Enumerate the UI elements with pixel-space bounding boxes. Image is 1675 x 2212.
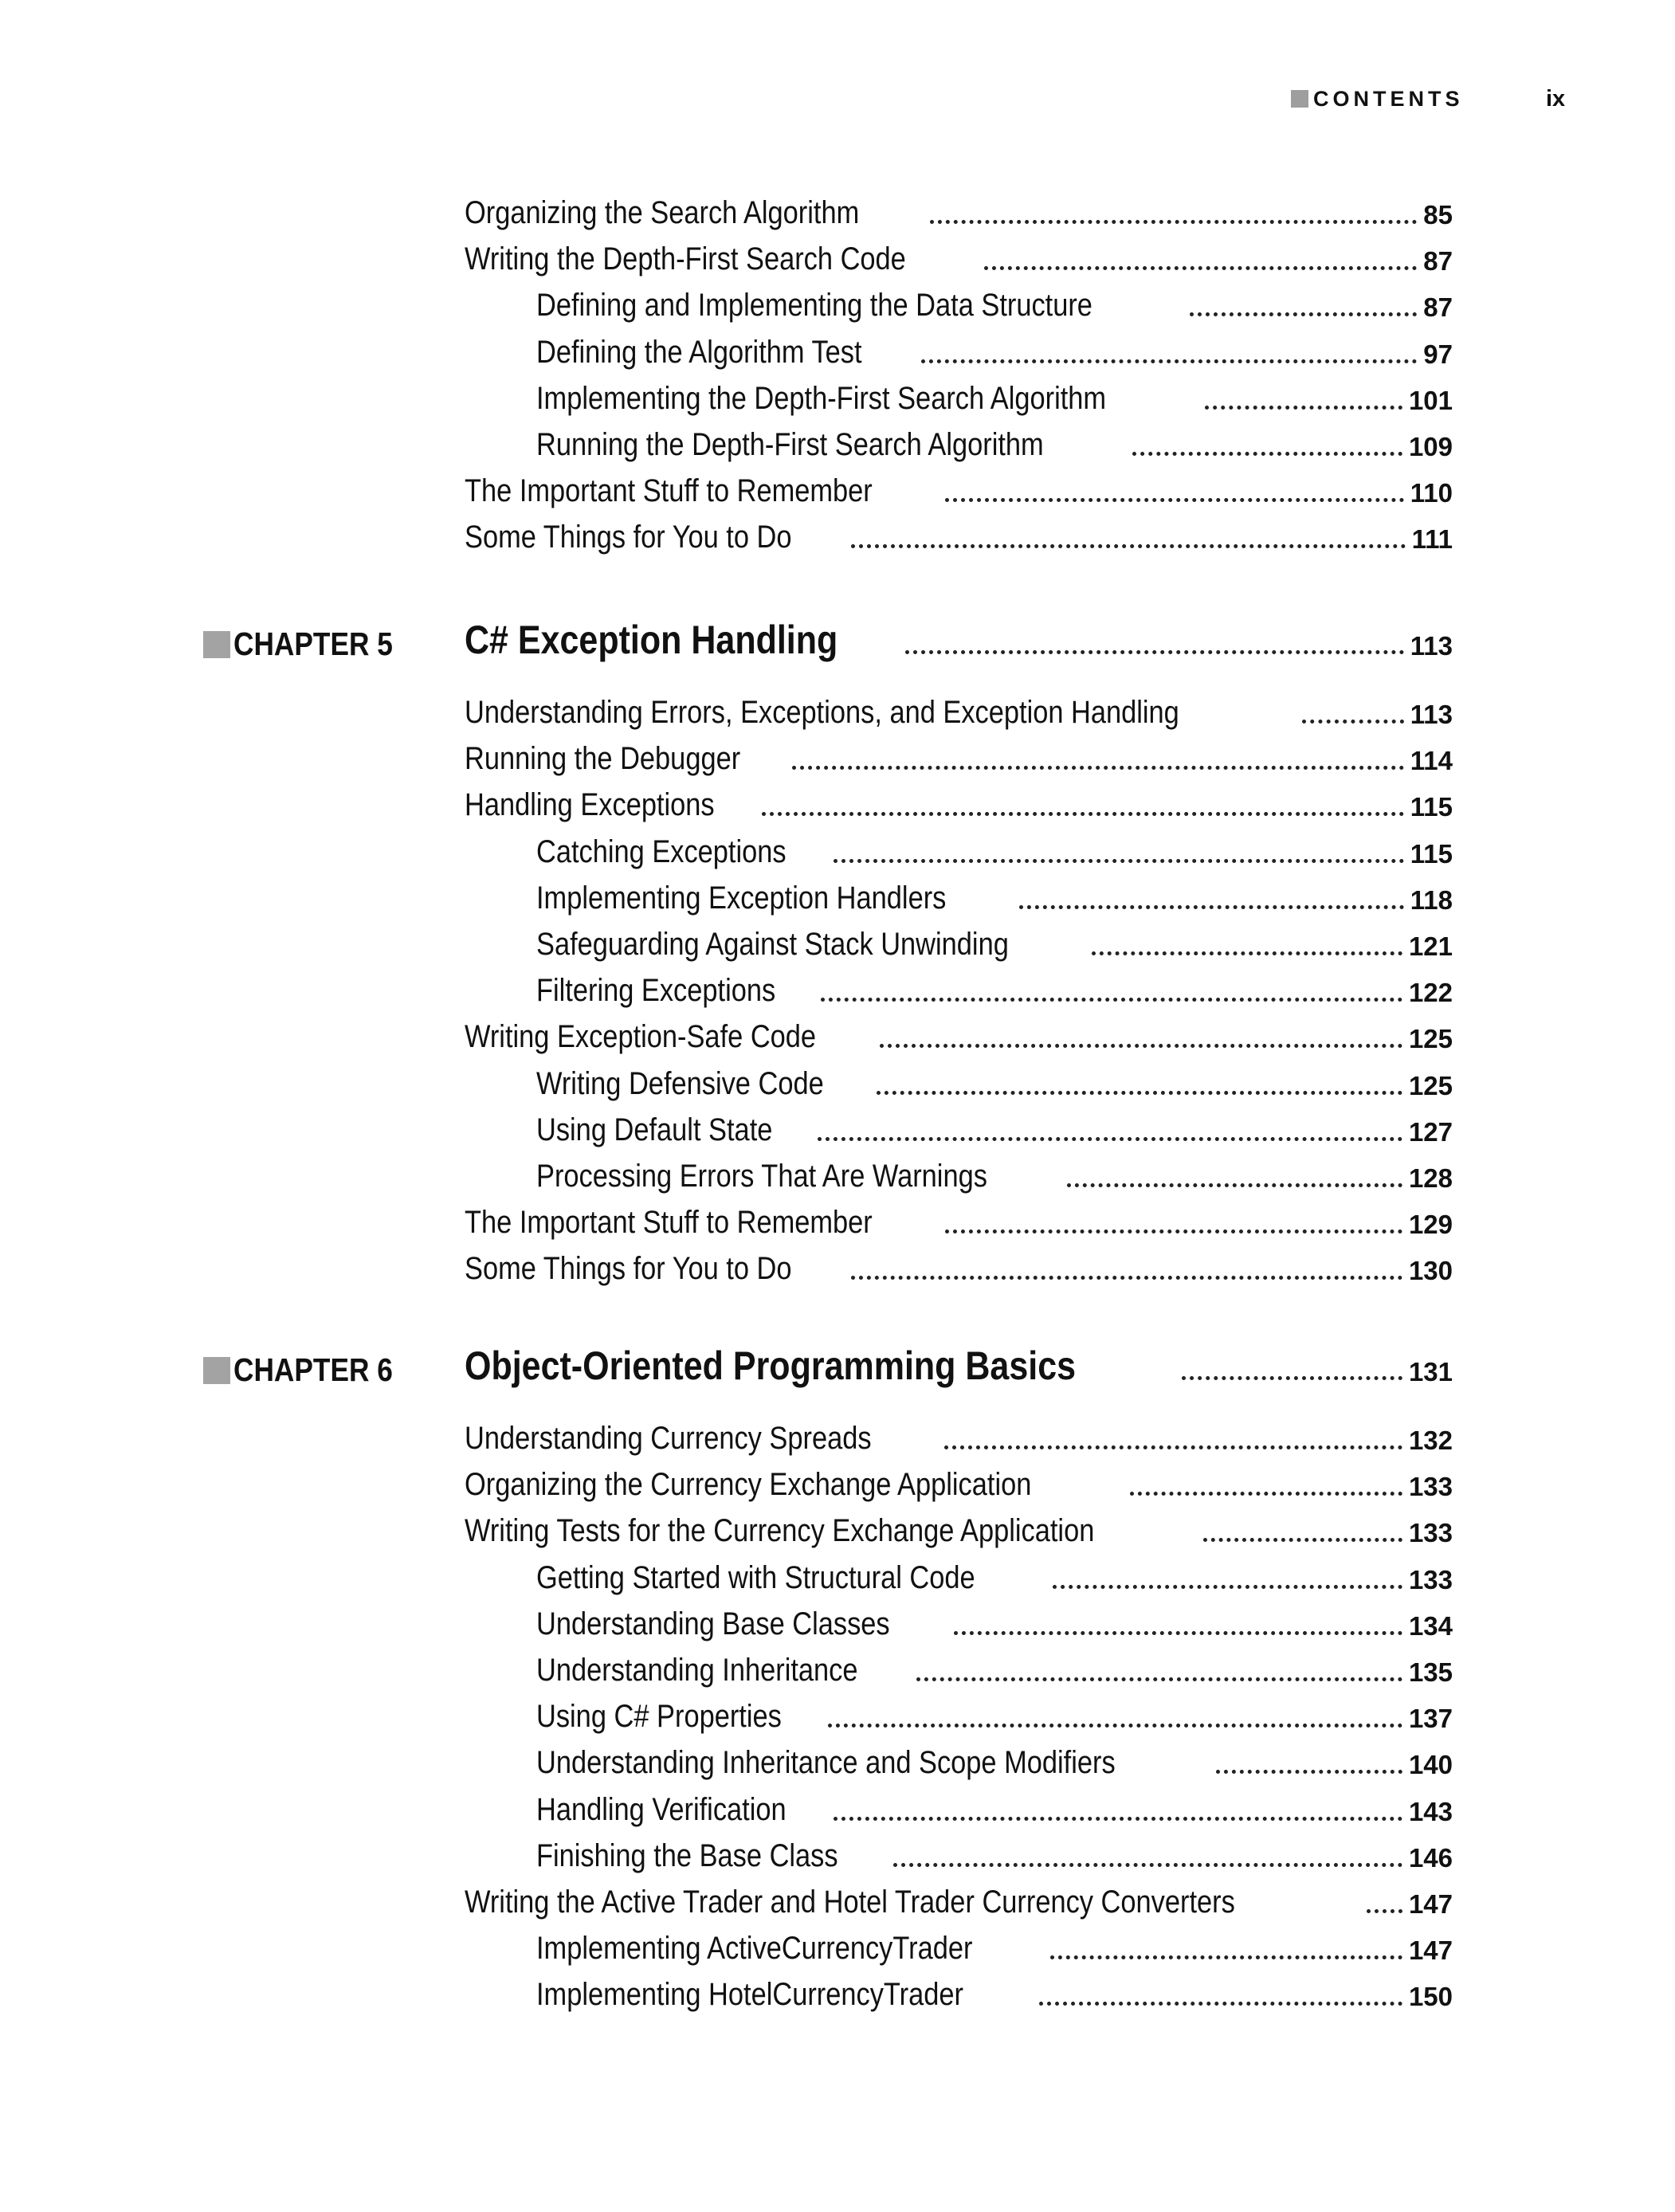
entry-title: Running the Depth-First Search Algorithm xyxy=(536,427,1044,462)
chapter-title: C# Exception Handling xyxy=(465,618,838,662)
square-bullet-icon xyxy=(203,631,230,658)
entry-title: Understanding Base Classes xyxy=(536,1606,890,1641)
dot-leader xyxy=(851,1276,1402,1280)
dot-leader xyxy=(1205,406,1402,410)
entry-title: Processing Errors That Are Warnings xyxy=(536,1159,987,1194)
dot-leader xyxy=(821,998,1402,1002)
entry-title: Safeguarding Against Stack Unwinding xyxy=(536,927,1009,962)
chapter-title-line xyxy=(465,615,1453,663)
toc-subentry[interactable] xyxy=(536,371,1453,417)
chapter-title: Object-Oriented Programming Basics xyxy=(465,1343,1077,1388)
dot-leader xyxy=(945,1230,1402,1233)
entry-title: Understanding Currency Spreads xyxy=(465,1421,872,1456)
entry-title: Organizing the Search Algorithm xyxy=(465,195,860,230)
dot-leader xyxy=(1130,1492,1402,1496)
toc-entry[interactable] xyxy=(465,463,1453,509)
toc-entry[interactable] xyxy=(465,185,1453,231)
toc-entry[interactable] xyxy=(465,684,1453,731)
entry-page-number: 125 xyxy=(1408,1070,1453,1100)
toc-subentry[interactable] xyxy=(536,870,1453,916)
entry-page-number: 133 xyxy=(1408,1564,1453,1594)
toc-subentry[interactable] xyxy=(536,916,1453,963)
chapter-number: CHAPTER 6 xyxy=(233,1351,393,1388)
entry-title: Defining the Algorithm Test xyxy=(536,334,862,370)
entry-page-number: 115 xyxy=(1410,838,1453,869)
entry-title: Running the Debugger xyxy=(465,741,741,777)
dot-leader xyxy=(1039,2002,1402,2006)
square-bullet-icon xyxy=(1291,90,1308,108)
dot-leader xyxy=(1367,1909,1402,1913)
entry-title: Some Things for You to Do xyxy=(465,1251,792,1287)
entry-title: Writing the Depth-First Search Code xyxy=(465,241,906,277)
entry-page-number: 87 xyxy=(1423,292,1453,323)
entry-page-number: 130 xyxy=(1408,1256,1453,1286)
entry-title: Implementing HotelCurrencyTrader xyxy=(536,1977,963,2013)
toc-subentry[interactable] xyxy=(536,277,1453,324)
entry-title: Defining and Implementing the Data Structure xyxy=(536,288,1092,324)
chapter-page-number: 113 xyxy=(1410,631,1453,661)
toc-subentry[interactable] xyxy=(536,963,1453,1009)
entry-title: Handling Verification xyxy=(536,1791,787,1827)
dot-leader xyxy=(1019,905,1404,909)
entry-page-number: 121 xyxy=(1408,931,1453,961)
entry-title: The Important Stuff to Remember xyxy=(465,1205,873,1241)
entry-title: Getting Started with Structural Code xyxy=(536,1559,975,1595)
entry-page-number: 134 xyxy=(1408,1610,1453,1641)
toc-subentry[interactable] xyxy=(536,824,1453,870)
entry-page-number: 111 xyxy=(1411,524,1453,555)
entry-page-number: 150 xyxy=(1408,1982,1453,2012)
dot-leader xyxy=(905,650,1404,654)
toc-entry[interactable] xyxy=(465,777,1453,823)
toc-entry[interactable] xyxy=(465,1874,1453,1920)
chapter-number: CHAPTER 5 xyxy=(233,626,393,662)
chapter-heading[interactable] xyxy=(0,1341,1675,1397)
entry-title: Catching Exceptions xyxy=(536,833,787,869)
entry-title: Filtering Exceptions xyxy=(536,973,776,1009)
entry-page-number: 122 xyxy=(1408,978,1453,1008)
entry-page-number: 125 xyxy=(1408,1024,1453,1054)
toc-entry[interactable] xyxy=(465,1503,1453,1549)
entry-page-number: 135 xyxy=(1408,1657,1453,1687)
page-number: ix xyxy=(1546,85,1566,112)
toc-subentry[interactable] xyxy=(536,1782,1453,1828)
dot-leader xyxy=(944,1445,1402,1449)
toc-subentry[interactable] xyxy=(536,1920,1453,1967)
dot-leader xyxy=(1182,1376,1402,1380)
dot-leader xyxy=(916,1677,1402,1681)
toc-subentry[interactable] xyxy=(536,1148,1453,1194)
dot-leader xyxy=(877,1091,1402,1095)
dot-leader xyxy=(851,544,1405,548)
dot-leader xyxy=(1092,951,1402,955)
dot-leader xyxy=(1302,720,1404,724)
dot-leader xyxy=(834,1817,1402,1821)
dot-leader xyxy=(1190,312,1418,316)
entry-page-number: 137 xyxy=(1408,1704,1453,1734)
entry-title: Implementing ActiveCurrencyTrader xyxy=(536,1931,973,1967)
toc-entry[interactable] xyxy=(465,231,1453,277)
toc-subentry[interactable] xyxy=(536,1688,1453,1735)
chapter-heading[interactable] xyxy=(0,615,1675,671)
entry-page-number: 85 xyxy=(1423,200,1453,229)
entry-title: Implementing the Depth-First Search Algorithm xyxy=(536,380,1107,416)
toc-entry[interactable] xyxy=(465,1457,1453,1503)
entry-page-number: 115 xyxy=(1410,792,1453,822)
toc-subentry[interactable] xyxy=(536,1967,1453,2013)
entry-page-number: 114 xyxy=(1410,746,1453,776)
entry-title: Implementing Exception Handlers xyxy=(536,880,947,916)
entry-page-number: 146 xyxy=(1408,1842,1453,1873)
entry-title: Some Things for You to Do xyxy=(465,520,792,555)
toc-subentry[interactable] xyxy=(536,1056,1453,1102)
entry-title: Writing Tests for the Currency Exchange Application xyxy=(465,1513,1095,1549)
entry-page-number: 147 xyxy=(1408,1889,1453,1919)
toc-subentry[interactable] xyxy=(536,1102,1453,1148)
entry-page-number: 97 xyxy=(1423,339,1453,369)
running-head-text: CONTENTS xyxy=(1313,86,1464,111)
entry-page-number: 113 xyxy=(1410,700,1453,729)
dot-leader xyxy=(1053,1585,1402,1589)
entry-page-number: 110 xyxy=(1410,478,1453,508)
toc-entry[interactable] xyxy=(465,1009,1453,1055)
dot-leader xyxy=(1050,1955,1402,1959)
toc-subentry[interactable] xyxy=(536,324,1453,371)
entry-page-number: 128 xyxy=(1408,1163,1453,1193)
entry-page-number: 147 xyxy=(1408,1936,1453,1966)
dot-leader xyxy=(1216,1770,1402,1774)
running-head xyxy=(1291,83,1578,115)
entry-title: Understanding Inheritance and Scope Modifiers xyxy=(536,1745,1116,1781)
entry-page-number: 132 xyxy=(1408,1426,1453,1455)
entry-title: Understanding Inheritance xyxy=(536,1653,858,1688)
chapter-label xyxy=(203,623,418,663)
dot-leader xyxy=(893,1863,1402,1867)
dot-leader xyxy=(818,1137,1402,1141)
dot-leader xyxy=(945,498,1404,502)
entry-title: Writing Defensive Code xyxy=(536,1065,824,1101)
entry-page-number: 87 xyxy=(1423,246,1453,276)
toc-subentry[interactable] xyxy=(536,1596,1453,1642)
square-bullet-icon xyxy=(203,1357,230,1384)
entry-title: Writing the Active Trader and Hotel Trader Currency Converters xyxy=(465,1885,1235,1920)
dot-leader xyxy=(921,359,1417,363)
entry-page-number: 133 xyxy=(1408,1472,1453,1502)
entry-page-number: 118 xyxy=(1410,884,1453,915)
dot-leader xyxy=(834,859,1404,863)
entry-page-number: 133 xyxy=(1408,1518,1453,1548)
entry-page-number: 143 xyxy=(1408,1796,1453,1826)
toc-subentry[interactable] xyxy=(536,1735,1453,1781)
toc-subentry[interactable] xyxy=(536,1828,1453,1874)
dot-leader xyxy=(954,1631,1402,1635)
dot-leader xyxy=(930,220,1417,224)
chapter-title-line xyxy=(465,1341,1453,1389)
dot-leader xyxy=(984,266,1417,270)
toc-entry[interactable] xyxy=(465,1194,1453,1241)
entry-title: Understanding Errors, Exceptions, and Exception Handling xyxy=(465,695,1179,730)
toc-entry[interactable] xyxy=(465,1410,1453,1457)
entry-page-number: 140 xyxy=(1408,1750,1453,1780)
toc-subentry[interactable] xyxy=(536,1550,1453,1596)
entry-page-number: 109 xyxy=(1408,432,1453,461)
entry-title: Using Default State xyxy=(536,1112,773,1147)
entry-title: Writing Exception-Safe Code xyxy=(465,1019,817,1055)
toc-subentry[interactable] xyxy=(536,1642,1453,1688)
entry-title: The Important Stuff to Remember xyxy=(465,473,873,509)
toc-subentry[interactable] xyxy=(536,417,1453,463)
dot-leader xyxy=(880,1044,1402,1048)
entry-title: Using C# Properties xyxy=(536,1699,782,1735)
entry-page-number: 127 xyxy=(1408,1116,1453,1147)
entry-page-number: 101 xyxy=(1408,385,1453,415)
entry-title: Organizing the Currency Exchange Application xyxy=(465,1467,1032,1503)
dot-leader xyxy=(1203,1538,1402,1542)
chapter-page-number: 131 xyxy=(1408,1357,1453,1386)
dot-leader xyxy=(1067,1183,1402,1187)
dot-leader xyxy=(762,812,1404,816)
toc-entry[interactable] xyxy=(465,1241,1453,1287)
toc-entry[interactable] xyxy=(465,509,1453,555)
chapter-label xyxy=(203,1349,418,1389)
dot-leader xyxy=(1132,452,1402,456)
dot-leader xyxy=(792,766,1404,770)
dot-leader xyxy=(828,1724,1402,1728)
entry-title: Handling Exceptions xyxy=(465,787,715,823)
entry-page-number: 129 xyxy=(1408,1210,1453,1240)
entry-title: Finishing the Base Class xyxy=(536,1837,838,1873)
toc-entry[interactable] xyxy=(465,731,1453,777)
